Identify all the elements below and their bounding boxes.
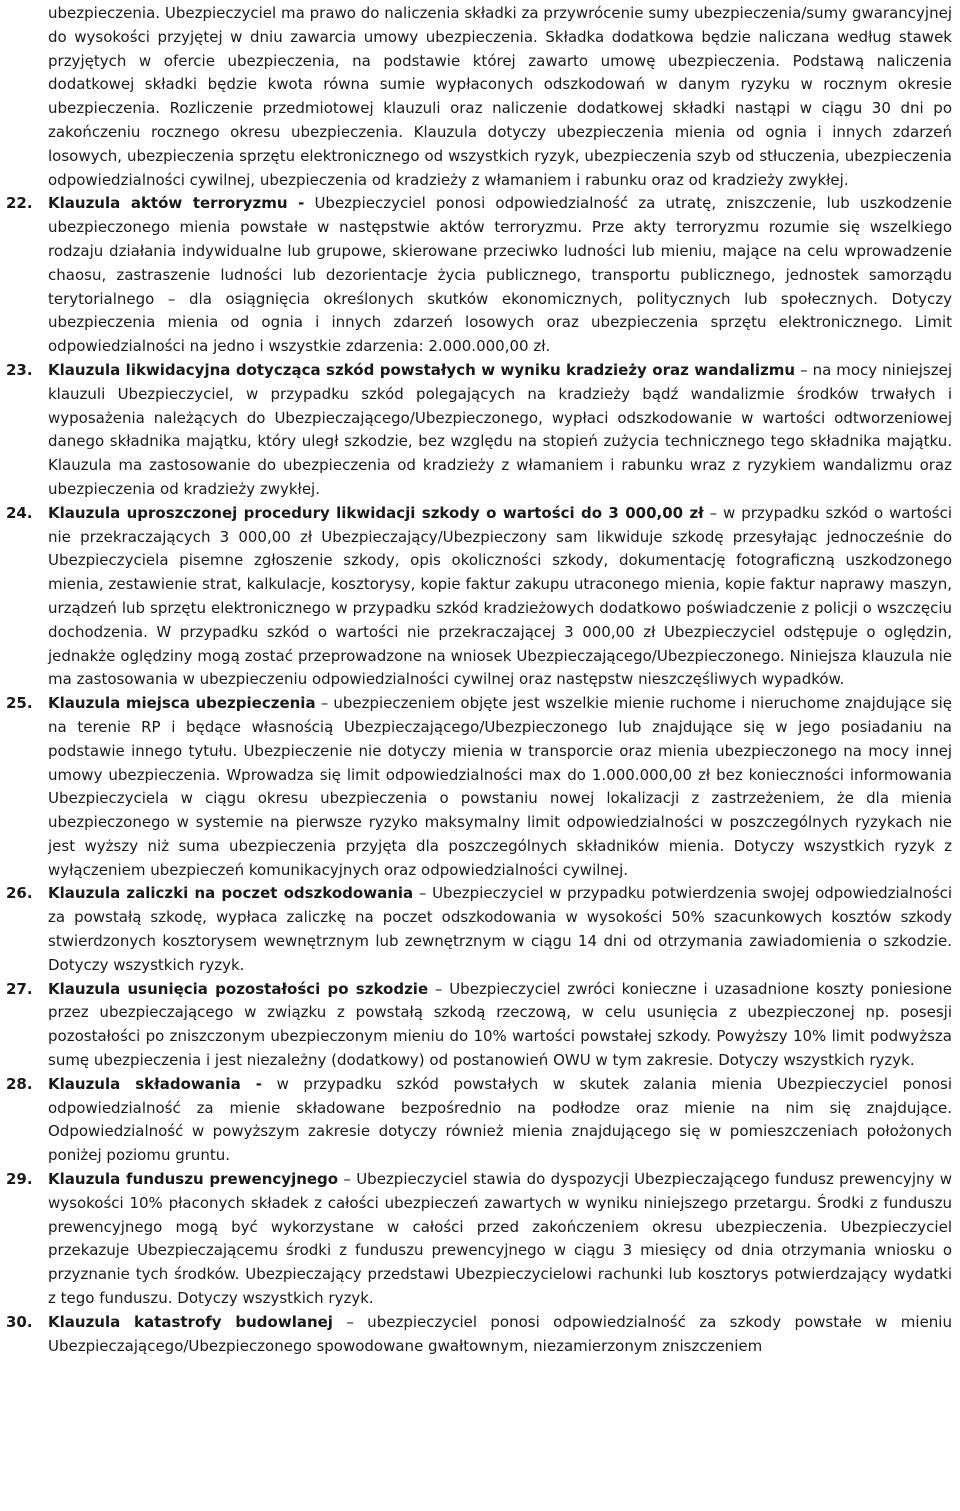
clause-number: 23. <box>6 360 33 379</box>
clause-27 <box>6 978 952 1073</box>
clause-text: – Ubezpieczyciel zwróci konieczne i uzasadnione koszty poniesione przez ubezpieczającego w związku z powstałą szkodą rzeczową, w celu usunięcia z ubezpieczonej np. posesji pozostałości po zniszczonym ubezpieczonym mieniu do 10% wartości powstałej szkody. Powyższy 10% limit podwyższa sumę ubezpieczenia i jest niezależny (dodatkowy) od postanowień OWU w tym zakresie. Dotyczy wszystkich ryzyk. <box>48 979 952 1070</box>
clause-number: 27. <box>6 979 33 998</box>
clause-text: – w przypadku szkód o wartości nie przekraczających 3 000,00 zł Ubezpieczający/Ubezpieczony sam likwiduje szkodę przesyłając jednocześnie do Ubezpieczyciela pisemne zgłoszenie szkody, opis okoliczności szkody, dokumentację fotograficzną uszkodzonego mienia, zestawienie strat, kalkulacje, kosztorysy, kopie faktur zakupu utraconego mienia, kopie faktur naprawy maszyn, urządzeń lub sprzętu elektronicznego w przypadku szkód kradzieżowych dodatkowo poświadczenie z policji o wszczęciu dochodzenia. W przypadku szkód o wartości nie przekraczającej 3 000,00 zł Ubezpieczyciel odstępuje o oględzin, jednakże oględziny mogą zostać przeprowadzone na wniosek Ubezpieczającego/Ubezpieczonego. Niniejsza klauzula nie ma zastosowania w ubezpieczeniu odpowiedzialności cywilnej oraz następstw nieszczęśliwych wypadków. <box>48 503 952 689</box>
clause-title: Klauzula aktów terroryzmu - <box>48 194 305 213</box>
clause-number: 25. <box>6 694 33 713</box>
clause-text: – ubezpieczeniem objęte jest wszelkie mienie ruchome i nieruchome znajdujące się na terenie RP i będące własnością Ubezpieczającego/Ubezpieczonego lub znajdujące się w jego posiadaniu na podstawie innego tytułu. Ubezpieczenie nie dotyczy mienia w transporcie oraz mienia ubezpieczonego na mocy innej umowy ubezpieczenia. Wprowadza się limit odpowiedzialności max do 1.000.000,00 zł bez konieczności informowania Ubezpieczyciela w ciągu okresu ubezpieczenia o powstaniu nowej lokalizacji z zastrzeżeniem, że dla mienia ubezpieczonego w systemie na pierwsze ryzyko maksymalny limit odpowiedzialności w poszczególnych ryzykach nie jest wyższy niż suma ubezpieczenia przyjęta dla poszczególnych składników mienia. Dotyczy wszystkich ryzyk z wyłączeniem ubezpieczeń komunikacyjnych oraz odpowiedzialności cywilnej. <box>48 694 952 879</box>
clause-number: 22. <box>6 194 33 213</box>
clause-title: Klauzula miejsca ubezpieczenia <box>48 694 316 713</box>
clause-number: 29. <box>6 1170 33 1189</box>
clause-text: w przypadku szkód powstałych w skutek zalania mienia Ubezpieczyciel ponosi odpowiedzialność za mienie składowane bezpośrednio na podłodze oraz mienie na nim się znajdujące. Odpowiedzialność w powyższym zakresie dotyczy również mienia znajdującego się w pomieszczeniach położonych poniżej poziomu gruntu. <box>48 1074 952 1165</box>
clause-text: – na mocy niniejszej klauzuli Ubezpieczyciel, w przypadku szkód polegających na kradzieży bądź wandalizmie środków trwałych i wyposażenia należących do Ubezpieczającego/Ubezpieczonego, wypłaci odszkodowanie w wartości odtworzeniowej danego składnika majątku, który uległ szkodzie, bez względu na stopień zużycia technicznego tego składnika majątku. Klauzula ma zastosowanie do ubezpieczenia od kradzieży z włamaniem i rabunku wraz z ryzykiem wandalizmu oraz ubezpieczenia od kradzieży zwykłej. <box>48 360 952 498</box>
clause-number: 24. <box>6 503 33 522</box>
clause-text: – Ubezpieczyciel stawia do dyspozycji Ubezpieczającego fundusz prewencyjny w wysokości 10% płaconych składek z całości ubezpieczeń zawartych w wyniku niniejszego przetargu. Środki z funduszu prewencyjnego mogą być wykorzystane w całości przed zakończeniem okresu ubezpieczenia. Ubezpieczyciel przekazuje Ubezpieczającemu środki z funduszu prewencyjnego w ciągu 3 miesięcy od dnia otrzymania wniosku o przyznanie tych środków. Ubezpieczający przedstawi Ubezpieczycielowi rachunki lub kosztorys potwierdzający wydatki z tego funduszu. Dotyczy wszystkich ryzyk. <box>48 1170 952 1308</box>
clause-23 <box>6 359 952 502</box>
clause-title: Klauzula likwidacyjna dotycząca szkód powstałych w wyniku kradzieży oraz wandalizmu <box>48 360 796 379</box>
intro-paragraph: ubezpieczenia. Ubezpieczyciel ma prawo do naliczenia składki za przywrócenie sumy ubezpieczenia/sumy gwarancyjnej do wysokości przyjętej w dniu zawarcia umowy ubezpieczenia. Składka dodatkowa będzie naliczana według stawek przyjętych w ofercie ubezpieczenia, na podstawie której zawarto umowę ubezpieczenia. Podstawą naliczenia dodatkowej składki będzie kwota równa sumie wypłaconych odszkodowań w danym ryzyku w rocznym okresie ubezpieczenia. Rozliczenie przedmiotowej klauzuli oraz naliczenie dodatkowej składki nastąpi w ciągu 30 dni po zakończeniu rocznego okresu ubezpieczenia. Klauzula dotyczy ubezpieczenia mienia od ognia i innych zdarzeń losowych, ubezpieczenia sprzętu elektronicznego od wszystkich ryzyk, ubezpieczenia szyb od stłuczenia, ubezpieczenia odpowiedzialności cywilnej, ubezpieczenia od kradzieży z włamaniem i rabunku oraz od kradzieży zwykłej. <box>48 4 952 189</box>
clause-24 <box>6 502 952 692</box>
clause-title: Klauzula uproszczonej procedury likwidacji szkody o wartości do 3 000,00 zł <box>48 503 704 522</box>
clause-26 <box>6 882 952 977</box>
clause-title: Klauzula zaliczki na poczet odszkodowania <box>48 884 414 903</box>
clause-30 <box>6 1311 952 1359</box>
clause-22 <box>6 192 952 359</box>
clause-title: Klauzula składowania - <box>48 1074 263 1093</box>
clause-text: – Ubezpieczyciel w przypadku potwierdzenia swojej odpowiedzialności za powstałą szkodę, wypłaca zaliczkę na poczet odszkodowania w wysokości 50% szacunkowych kosztów szkody stwierdzonych kosztorysem wewnętrznym lub zewnętrznym w ciągu 14 dni od otrzymania zawiadomienia o szkodzie. Dotyczy wszystkich ryzyk. <box>48 884 952 974</box>
clause-number: 26. <box>6 884 33 903</box>
clause-title: Klauzula usunięcia pozostałości po szkodzie <box>48 979 429 998</box>
clause-number: 28. <box>6 1074 33 1093</box>
clause-28 <box>6 1073 952 1168</box>
clause-title: Klauzula katastrofy budowlanej <box>48 1312 333 1331</box>
clause-text: Ubezpieczyciel ponosi odpowiedzialność za utratę, zniszczenie, lub uszkodzenie ubezpieczonego mienia powstałe w następstwie aktów terroryzmu. Prze akty terroryzmu rozumie się wszelkiego rodzaju działania indywidualne lub grupowe, skierowane przeciwko ludności lub mieniu, mające na celu wprowadzenie chaosu, zastraszenie ludności lub dezorientacje życia publicznego, transportu publicznego, jednostek samorządu terytorialnego – dla osiągnięcia określonych skutków ekonomicznych, politycznych lub społecznych. Dotyczy ubezpieczenia mienia od ognia i innych zdarzeń losowych oraz ubezpieczenia sprzętu elektronicznego. Limit odpowiedzialności na jedno i wszystkie zdarzenia: 2.000.000,00 zł. <box>48 194 952 356</box>
clause-text: – ubezpieczyciel ponosi odpowiedzialność za szkody powstałe w mieniu Ubezpieczającego/Ubezpieczonego spowodowane gwałtownym, niezamierzonym zniszczeniem <box>48 1312 952 1355</box>
clause-number: 30. <box>6 1312 33 1331</box>
clause-29 <box>6 1168 952 1311</box>
clause-title: Klauzula funduszu prewencyjnego <box>48 1170 339 1189</box>
clause-25 <box>6 692 952 882</box>
